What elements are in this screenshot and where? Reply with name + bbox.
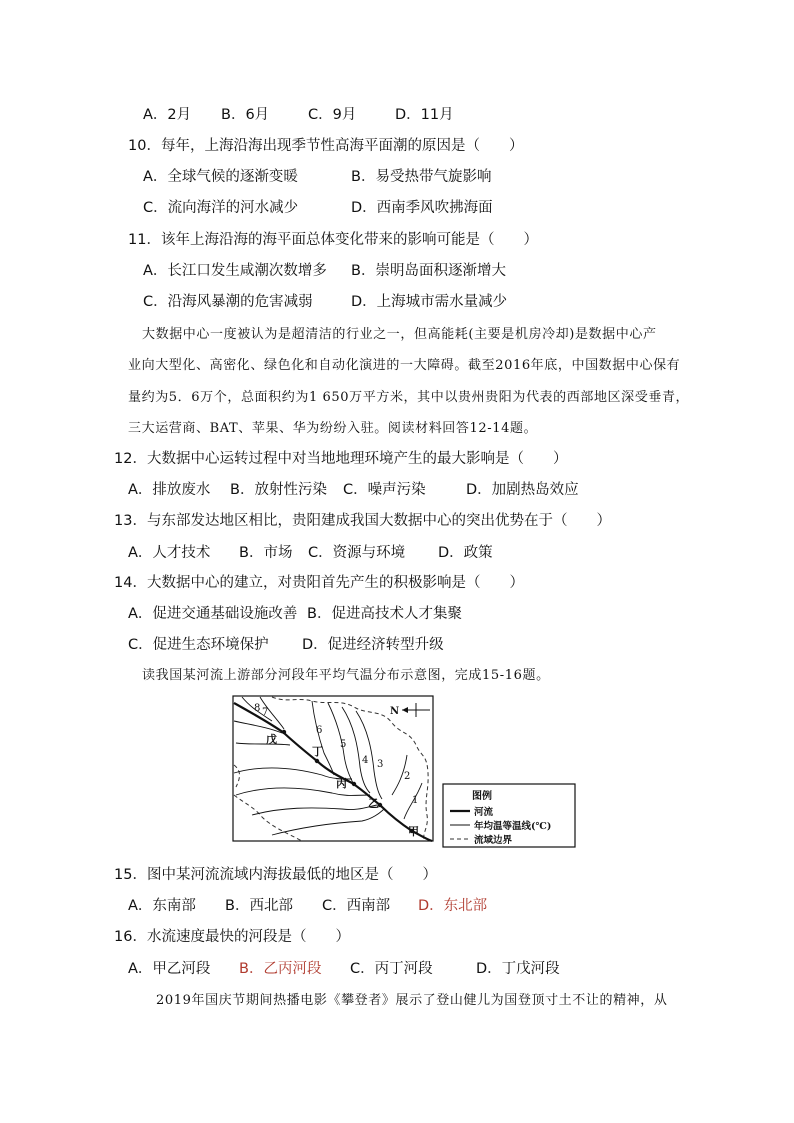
map-intro: 读我国某河流上游部分河段年平均气温分布示意图，完成15-16题。 <box>142 668 550 683</box>
q13-option-c[interactable]: C．资源与环境 <box>308 545 406 561</box>
q10-option-a[interactable]: A．全球气候的逐渐变暖 <box>143 169 298 185</box>
q15-option-c[interactable]: C．西南部 <box>322 898 391 914</box>
isotherm-label-5: 5 <box>340 739 347 750</box>
isotherm-label-1: 1 <box>412 795 419 806</box>
passage1-line-3: 量约为5．6万个，总面积约为1 650万平方米，其中以贵州贵阳为代表的西部地区深受垂青， <box>128 390 690 405</box>
q12-option-a[interactable]: A．排放废水 <box>128 482 211 498</box>
q12-option-b[interactable]: B．放射性污染 <box>230 482 327 498</box>
q16-option-b[interactable]: B．乙丙河段 <box>239 961 322 977</box>
q16-option-d[interactable]: D．丁戊河段 <box>476 961 560 977</box>
q11-option-b[interactable]: B．崇明岛面积逐渐增大 <box>351 263 506 279</box>
isotherm-label-3: 3 <box>377 759 384 770</box>
q16-option-c[interactable]: C．丙丁河段 <box>350 961 433 977</box>
river-isotherm-map <box>232 695 578 850</box>
main-river <box>234 703 432 841</box>
passage1-line-1: 大数据中心一度被认为是超清洁的行业之一，但高能耗(主要是机房冷却)是数据中心产 <box>142 327 657 342</box>
place-label-乙: 乙 <box>368 797 379 810</box>
q12-stem: 12．大数据中心运转过程中对当地地理环境产生的最大影响是（ ） <box>114 451 568 467</box>
q11-option-d[interactable]: D．上海城市需水量减少 <box>351 294 508 310</box>
q14-option-a[interactable]: A．促进交通基础设施改善 <box>128 606 298 622</box>
q10-option-c[interactable]: C．流向海洋的河水减少 <box>143 200 299 216</box>
legend-item: 流域边界 <box>474 835 513 846</box>
place-label-甲: 甲 <box>408 825 419 838</box>
q11-option-c[interactable]: C．沿海风暴潮的危害减弱 <box>143 294 313 310</box>
q13-stem: 13．与东部发达地区相比，贵阳建成我国大数据中心的突出优势在于（ ） <box>114 513 611 529</box>
q13-option-d[interactable]: D．政策 <box>438 545 493 561</box>
q9-option-b[interactable]: B．6月 <box>221 107 270 123</box>
q12-option-c[interactable]: C．噪声污染 <box>343 482 426 498</box>
legend-item: 河流 <box>474 807 494 818</box>
isotherm-label-4: 4 <box>362 755 369 766</box>
q11-option-a[interactable]: A．长江口发生咸潮次数增多 <box>143 263 327 279</box>
legend-item: 年均温等温线(℃) <box>474 821 552 832</box>
q14-option-c[interactable]: C．促进生态环境保护 <box>128 637 269 653</box>
q10-stem: 10．每年，上海沿海出现季节性高海平面潮的原因是（ ） <box>128 138 524 154</box>
q14-stem: 14．大数据中心的建立，对贵阳首先产生的积极影响是（ ） <box>114 575 524 591</box>
isotherm-label-7: 7 <box>262 707 269 718</box>
north-label: N <box>390 706 400 717</box>
q11-stem: 11．该年上海沿海的海平面总体变化带来的影响可能是（ ） <box>128 232 538 248</box>
q15-option-d[interactable]: D．东北部 <box>418 898 488 914</box>
passage1-line-2: 业向大型化、高密化、绿色化和自动化演进的一大障碍。截至2016年底，中国数据中心保有 <box>128 358 681 373</box>
legend-title: 图例 <box>472 791 492 802</box>
isotherm-label-2: 2 <box>404 771 411 782</box>
q13-option-b[interactable]: B．市场 <box>239 545 293 561</box>
q15-option-a[interactable]: A．东南部 <box>128 898 196 914</box>
q15-stem: 15．图中某河流流域内海拔最低的地区是（ ） <box>114 867 437 883</box>
q16-stem: 16．水流速度最快的河段是（ ） <box>114 929 350 945</box>
place-label-丁: 丁 <box>312 745 323 758</box>
q12-option-d[interactable]: D．加剧热岛效应 <box>466 482 579 498</box>
isotherm-label-8: 8 <box>254 703 261 714</box>
q16-option-a[interactable]: A．甲乙河段 <box>128 961 211 977</box>
q14-option-b[interactable]: B．促进高技术人才集聚 <box>307 606 462 622</box>
north-arrow-icon <box>402 703 430 717</box>
q10-option-d[interactable]: D．西南季风吹拂海面 <box>351 200 493 216</box>
q9-option-c[interactable]: C．9月 <box>308 107 357 123</box>
passage2-line-1: 2019年国庆节期间热播电影《攀登者》展示了登山健儿为国登顶寸土不让的精神，从 <box>156 993 668 1008</box>
q9-option-d[interactable]: D．11月 <box>395 107 454 123</box>
q14-option-d[interactable]: D．促进经济转型升级 <box>302 637 444 653</box>
place-label-丙: 丙 <box>336 777 347 790</box>
isotherm-label-6: 6 <box>316 725 323 736</box>
q10-option-b[interactable]: B．易受热带气旋影响 <box>351 169 492 185</box>
tributaries <box>234 697 384 835</box>
q13-option-a[interactable]: A．人才技术 <box>128 545 211 561</box>
q15-option-b[interactable]: B．西北部 <box>225 898 293 914</box>
q9-option-a[interactable]: A．2月 <box>143 107 192 123</box>
place-label-戊: 戊 <box>266 733 277 746</box>
passage1-line-4: 三大运营商、BAT、苹果、华为纷纷入驻。阅读材料回答12-14题。 <box>128 421 538 436</box>
